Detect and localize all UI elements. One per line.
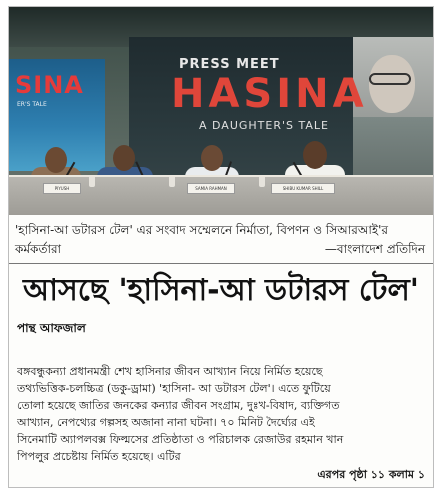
side-screen-subtitle: ER'S TALE [17, 101, 47, 108]
body-line: তোলা হয়েছে জাতির জনকের কন্যার জীবন সংগ্রাম, দুঃখ-বিষাদ, ব্যক্তিগত [17, 399, 340, 412]
body-line: সিনেমাটি অ্যাপলবক্স ফিল্মসের প্রতিষ্ঠাতা ও পরিচালক রেজাউর রহমান খান [17, 433, 344, 446]
backdrop-subtitle: A DAUGHTER'S TALE [199, 119, 329, 132]
cup [259, 177, 265, 187]
photo-caption: 'হাসিনা-আ ডটারস টেল' এর সংবাদ সম্মেলনে নির্মাতা, বিপণন ও সিআরআই'র কর্মকর্তারা [15, 223, 389, 256]
continuation-note: এরপর পৃষ্ঠা ১১ কলাম ১ [317, 468, 425, 481]
body-line: বঙ্গবন্ধুকন্যা প্রধানমন্ত্রী শেখ হাসিনার জীবন আখ্যান নিয়ে নির্মিত হয়েছে [17, 365, 323, 378]
headline: আসছে 'হাসিনা-আ ডটারস টেল' [23, 273, 419, 308]
cup [169, 177, 175, 187]
backdrop-title: HASINA [171, 71, 368, 117]
backdrop-press-meet: PRESS MEET [179, 57, 280, 72]
body-line: পিপলুর প্রচেষ্টায় নির্মিত হয়েছে। এটির [17, 450, 181, 463]
article-body [17, 363, 427, 465]
divider [9, 263, 433, 264]
newspaper-clipping [8, 6, 434, 488]
photo-credit: —বাংলাদেশ প্রতিদিন [324, 242, 425, 256]
nameplate: SHIBU KUMAR SHILL [271, 183, 335, 194]
press-meet-photo [9, 7, 433, 215]
nameplate: SAMIA RAHMAN [187, 183, 235, 194]
side-screen-title: SINA [15, 71, 84, 99]
nameplate: PIYUSH [43, 183, 81, 194]
body-line: আখ্যান, নেপথ্যের গল্পসহ অজানা নানা ঘটনা। ৭০ মিনিট দৈর্ঘ্যের এই [17, 416, 315, 429]
cup [89, 177, 95, 187]
byline: পান্থ আফজাল [17, 321, 86, 335]
body-line: তথ্যভিত্তিক-চলচ্চিত্র (ডকু-ড্রামা) 'হাসিনা- আ ডটারস টেল'। এতে ফুটিয়ে [17, 382, 331, 395]
